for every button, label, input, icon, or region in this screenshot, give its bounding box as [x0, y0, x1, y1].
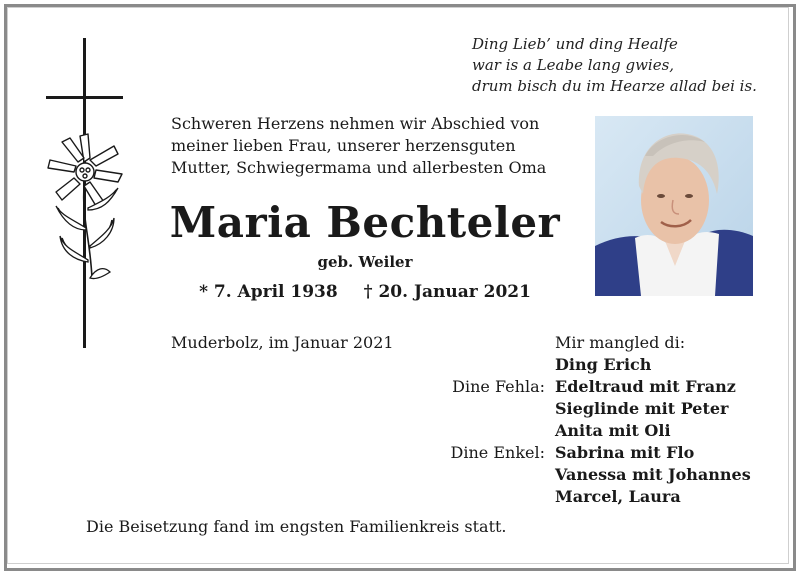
- child-name: Anita mit Oli: [555, 421, 671, 440]
- grandchild-name: Sabrina mit Flo: [555, 443, 695, 462]
- death-date: † 20. Januar 2021: [363, 282, 531, 302]
- grandchild-name: Marcel, Laura: [555, 487, 681, 506]
- birth-date: * 7. April 1938: [199, 282, 338, 302]
- children-label: Dine Fehla:: [452, 377, 545, 396]
- motto-line-3: drum bisch du im Hearze allad bei is.: [472, 77, 757, 95]
- closing-note: Die Beisetzung fand im engsten Familienkreis statt.: [86, 517, 507, 536]
- place-and-date: Muderbolz, im Januar 2021: [171, 333, 394, 352]
- deceased-name: Maria Bechteler: [169, 198, 561, 247]
- intro-line-3: Mutter, Schwiegermama und allerbesten Oma: [171, 158, 547, 177]
- intro-text: [171, 113, 546, 179]
- edelweiss-icon: [40, 128, 130, 288]
- birth-name: geb. Weiler: [317, 253, 413, 271]
- grandchildren-label: Dine Enkel:: [450, 443, 545, 462]
- motto-line-1: Ding Lieb’ und ding Healfe: [472, 35, 678, 53]
- intro-line-2: meiner lieben Frau, unserer herzensguten: [171, 136, 516, 155]
- spouse-name: Ding Erich: [555, 355, 652, 374]
- life-dates: [160, 282, 570, 302]
- grandchild-name: Vanessa mit Johannes: [555, 465, 751, 484]
- motto-line-2: war is a Leabe lang gwies,: [472, 56, 675, 74]
- child-name: Edeltraud mit Franz: [555, 377, 736, 396]
- portrait-photo: [595, 116, 753, 296]
- child-name: Sieglinde mit Peter: [555, 399, 729, 418]
- family-heading: Mir mangled di:: [555, 333, 686, 352]
- motto-verse: [472, 34, 757, 97]
- intro-line-1: Schweren Herzens nehmen wir Abschied von: [171, 114, 540, 133]
